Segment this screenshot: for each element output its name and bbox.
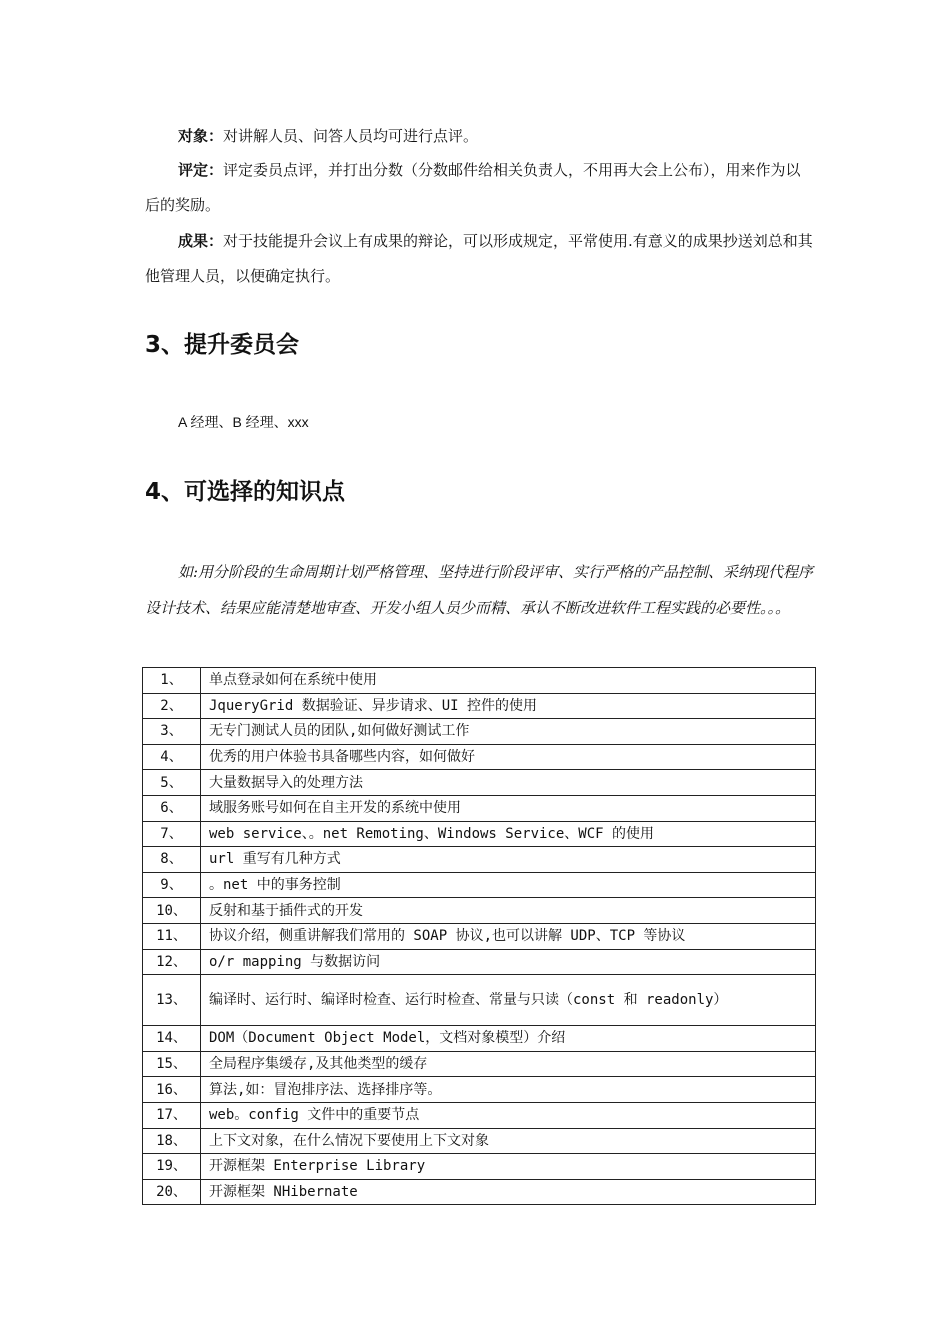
topic-text: 全局程序集缓存,及其他类型的缓存 (201, 1051, 816, 1077)
topic-text: 上下文对象，在什么情况下要使用上下文对象 (201, 1128, 816, 1154)
paragraph-lead: 评定： (178, 161, 224, 179)
topic-number: 3、 (143, 719, 201, 745)
paragraph-evaluation (145, 153, 815, 223)
table-row (143, 1102, 816, 1128)
topic-text: web。config 文件中的重要节点 (201, 1102, 816, 1128)
topic-number: 19、 (143, 1154, 201, 1180)
topic-number: 13、 (143, 975, 201, 1026)
topic-number: 6、 (143, 795, 201, 821)
table-row (143, 795, 816, 821)
topic-text: 协议介绍，侧重讲解我们常用的 SOAP 协议,也可以讲解 UDP、TCP 等协议 (201, 923, 816, 949)
table-row (143, 1179, 816, 1205)
section-4-note: 如:用分阶段的生命周期计划严格管理、坚持进行阶段评审、实行严格的产品控制、采纳现代程序设计技术、结果应能清楚地审查、开发小组人员少而精、承认不断改进软件工程实践的必要性。。。 (145, 563, 814, 617)
topic-text: 大量数据导入的处理方法 (201, 770, 816, 796)
paragraph-target (145, 119, 815, 154)
topic-text: 开源框架 Enterprise Library (201, 1154, 816, 1180)
topic-text: DOM（Document Object Model，文档对象模型）介绍 (201, 1026, 816, 1052)
table-row (143, 1026, 816, 1052)
table-row (143, 1128, 816, 1154)
topic-number: 5、 (143, 770, 201, 796)
topic-text: 编译时、运行时、编译时检查、运行时检查、常量与只读（const 和 readonly） (201, 975, 816, 1026)
section-4-heading: 4、可选择的知识点 (145, 479, 346, 505)
paragraph-text: 评定委员点评，并打出分数（分数邮件给相关负责人，不用再大会上公布），用来作为以后的奖励。 (145, 161, 801, 214)
topic-text: 。net 中的事务控制 (201, 872, 816, 898)
topic-text: JqueryGrid 数据验证、异步请求、UI 控件的使用 (201, 693, 816, 719)
table-row (143, 1077, 816, 1103)
topic-number: 10、 (143, 898, 201, 924)
table-row (143, 821, 816, 847)
topic-text: 无专门测试人员的团队,如何做好测试工作 (201, 719, 816, 745)
topic-number: 1、 (143, 668, 201, 694)
paragraph-lead: 成果： (178, 232, 224, 250)
table-row (143, 898, 816, 924)
table-row (143, 668, 816, 694)
table-row (143, 719, 816, 745)
table-row (143, 975, 816, 1026)
topic-number: 12、 (143, 949, 201, 975)
topic-text: 开源框架 NHibernate (201, 1179, 816, 1205)
topic-text: 单点登录如何在系统中使用 (201, 668, 816, 694)
topic-number: 17、 (143, 1102, 201, 1128)
topics-table (142, 667, 816, 1205)
topic-number: 11、 (143, 923, 201, 949)
topic-text: 域服务账号如何在自主开发的系统中使用 (201, 795, 816, 821)
table-row (143, 847, 816, 873)
paragraph-text: 对讲解人员、问答人员均可进行点评。 (223, 127, 479, 145)
topic-text: web service、。net Remoting、Windows Service、WCF 的使用 (201, 821, 816, 847)
table-row (143, 872, 816, 898)
table-row (143, 1051, 816, 1077)
section-3-heading: 3、提升委员会 (145, 332, 300, 358)
topic-text: 算法,如：冒泡排序法、选择排序等。 (201, 1077, 816, 1103)
topic-number: 9、 (143, 872, 201, 898)
table-row (143, 923, 816, 949)
topic-text: 优秀的用户体验书具备哪些内容，如何做好 (201, 744, 816, 770)
committee-members: A 经理、B 经理、xxx (178, 414, 309, 430)
topic-number: 2、 (143, 693, 201, 719)
topic-number: 18、 (143, 1128, 201, 1154)
table-row (143, 770, 816, 796)
topic-number: 15、 (143, 1051, 201, 1077)
topic-number: 8、 (143, 847, 201, 873)
table-row (143, 949, 816, 975)
topic-number: 16、 (143, 1077, 201, 1103)
table-row (143, 1154, 816, 1180)
paragraph-text: 对于技能提升会议上有成果的辩论，可以形成规定，平常使用.有意义的成果抄送刘总和其他管理人员，以便确定执行。 (145, 232, 813, 285)
topic-text: 反射和基于插件式的开发 (201, 898, 816, 924)
topic-text: o/r mapping 与数据访问 (201, 949, 816, 975)
topic-number: 7、 (143, 821, 201, 847)
topic-number: 4、 (143, 744, 201, 770)
paragraph-lead: 对象： (178, 127, 224, 145)
topic-number: 20、 (143, 1179, 201, 1205)
topic-text: url 重写有几种方式 (201, 847, 816, 873)
paragraph-outcome (145, 224, 815, 294)
table-row (143, 693, 816, 719)
table-row (143, 744, 816, 770)
topic-number: 14、 (143, 1026, 201, 1052)
